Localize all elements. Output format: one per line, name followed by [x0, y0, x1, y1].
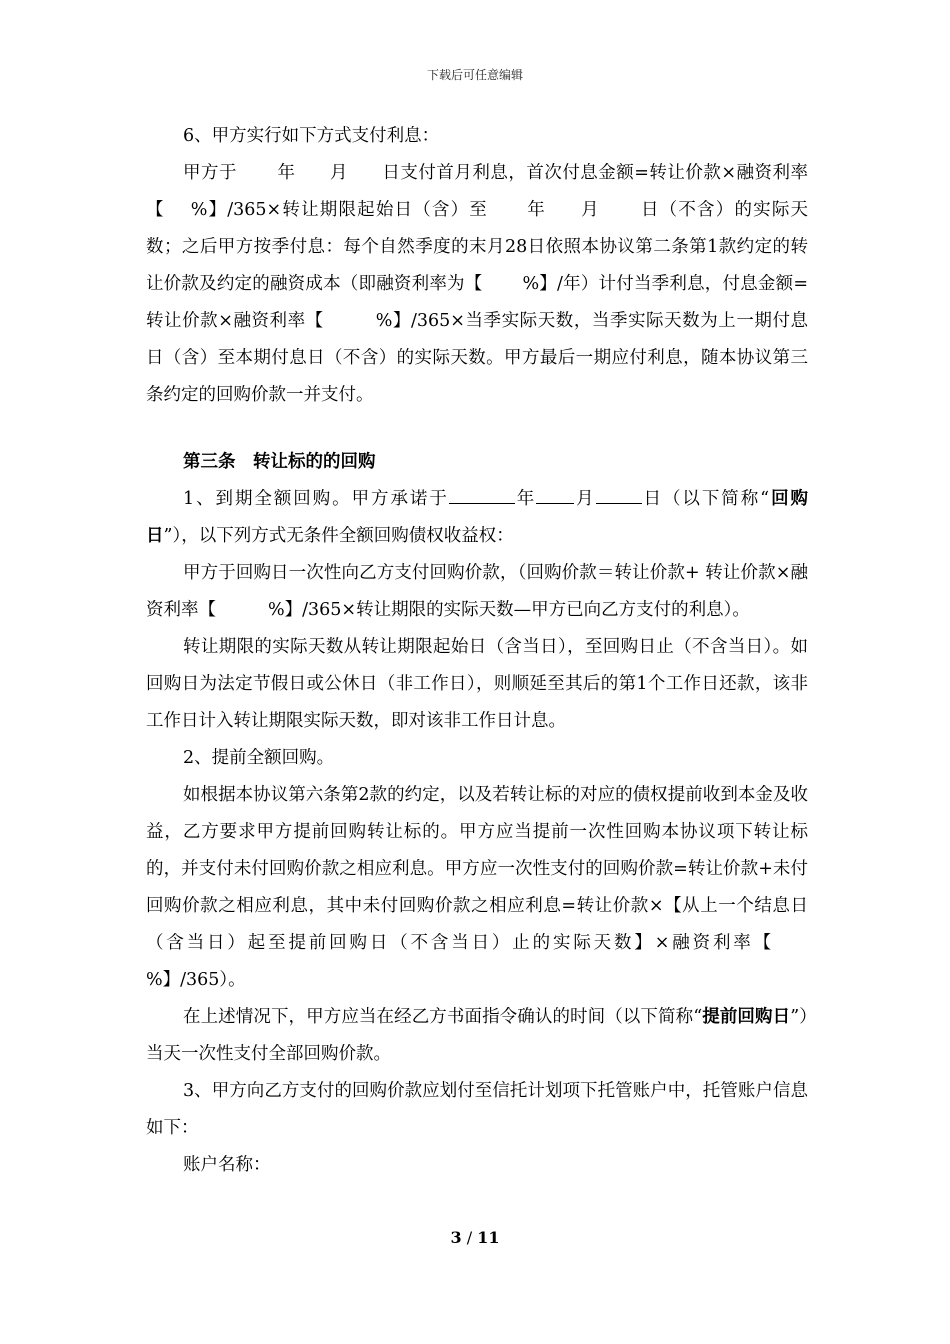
article3-heading: 第三条 转让标的的回购	[183, 452, 376, 472]
text-run: %】/365×转让期限起始日（含）至	[190, 200, 488, 220]
clause3-paragraph: 3、甲方向乙方支付的回购价款应划付至信托计划项下托管账户中，托管账户信息如下：	[146, 1081, 808, 1138]
clause1-price-paragraph	[146, 555, 808, 629]
text-run: 如根据本协议第六条第2款的约定，以及若转让标的对应的债权提前收到本金及收益，乙方要求甲方提前回购转让标的。甲方应当提前一次性回购本协议项下转让标的，并支付未付回购价款之相应利息。甲方应一次性支付的回购价款=转让价款+未付回购价款之相应利息，其中未付回购价款之相应利息=转让价款×【从上一个结息日（含当日）起至提前回购日（不含当日）止的实际天数】×融资利率【	[146, 785, 808, 953]
current-page: 3	[450, 1228, 462, 1247]
account-name-label: 账户名称：	[183, 1155, 271, 1175]
page-header: 下载后可任意编辑	[426, 68, 523, 82]
text-run: %】/365）。	[146, 970, 246, 990]
day-blank	[596, 483, 642, 504]
text-run: ”），以下列方式无条件全额回购债权收益权：	[163, 526, 514, 546]
text-run: %】/365×当季实际天数，当季实际天数为上一期付息日（含）至本期付息日（不含）的实际天数。甲方最后一期应付利息，随本协议第三条约定的回购价款一并支付。	[146, 311, 808, 405]
month-blank	[536, 483, 574, 504]
text-run: 年	[276, 163, 296, 183]
clause2-paragraph	[146, 777, 808, 999]
text-run: 年	[514, 489, 537, 509]
text-run: 月	[329, 163, 348, 183]
text-run: 1、到期全额回购。甲方承诺于	[183, 489, 449, 509]
text-run: %】/365×转让期限的实际天数—甲方已向乙方支付的利息）。	[268, 600, 750, 620]
document-body	[146, 118, 808, 1184]
text-run: %】/年）计付当季利息，付息金额=转让价款×融资利率【	[146, 274, 808, 331]
page-number	[0, 1228, 950, 1247]
text-run: 日（以下简称“	[641, 489, 770, 509]
text-run: ”）当天一次性支付全部回购价款。	[146, 1007, 808, 1064]
total-pages: 11	[477, 1228, 500, 1247]
text-run: 年	[526, 200, 546, 220]
year-blank	[449, 483, 515, 504]
bold-term: 提前回购日	[702, 1007, 791, 1027]
text-run: 月	[579, 200, 600, 220]
clause2-title: 2、提前全额回购。	[183, 748, 335, 768]
clause1-days-paragraph: 转让期限的实际天数从转让期限起始日（含当日），至回购日止（不含当日）。如回购日为法定节假日或公休日（非工作日），则顺延至其后的第1个工作日还款，该非工作日计入转让期限实际天数，即对该非工作日计息。	[146, 637, 808, 731]
section6-paragraph	[146, 155, 808, 414]
text-run: 日（不含）的实际天数；之后甲方按季付息：每个自然季度的末月28日依照本协议第二条第1款约定的转让价款及约定的融资成本（即融资利率为【	[146, 200, 809, 294]
clause2-early-paragraph	[146, 999, 808, 1073]
clause1-paragraph	[146, 481, 808, 555]
bold-term: 回购日	[146, 489, 809, 546]
section6-title: 6、甲方实行如下方式支付利息：	[183, 126, 440, 146]
text-run: 甲方于	[183, 163, 237, 183]
page-separator: /	[461, 1228, 478, 1247]
text-run: 甲方于回购日一次性向乙方支付回购价款，（回购价款＝转让价款+ 转让价款×融资利率【	[146, 563, 808, 620]
text-run: 月	[574, 489, 596, 509]
text-run: 日支付首月利息，首次付息金额=转让价款×融资利率【	[146, 163, 809, 220]
text-run: 在上述情况下，甲方应当在经乙方书面指令确认的时间（以下简称“	[183, 1007, 703, 1027]
